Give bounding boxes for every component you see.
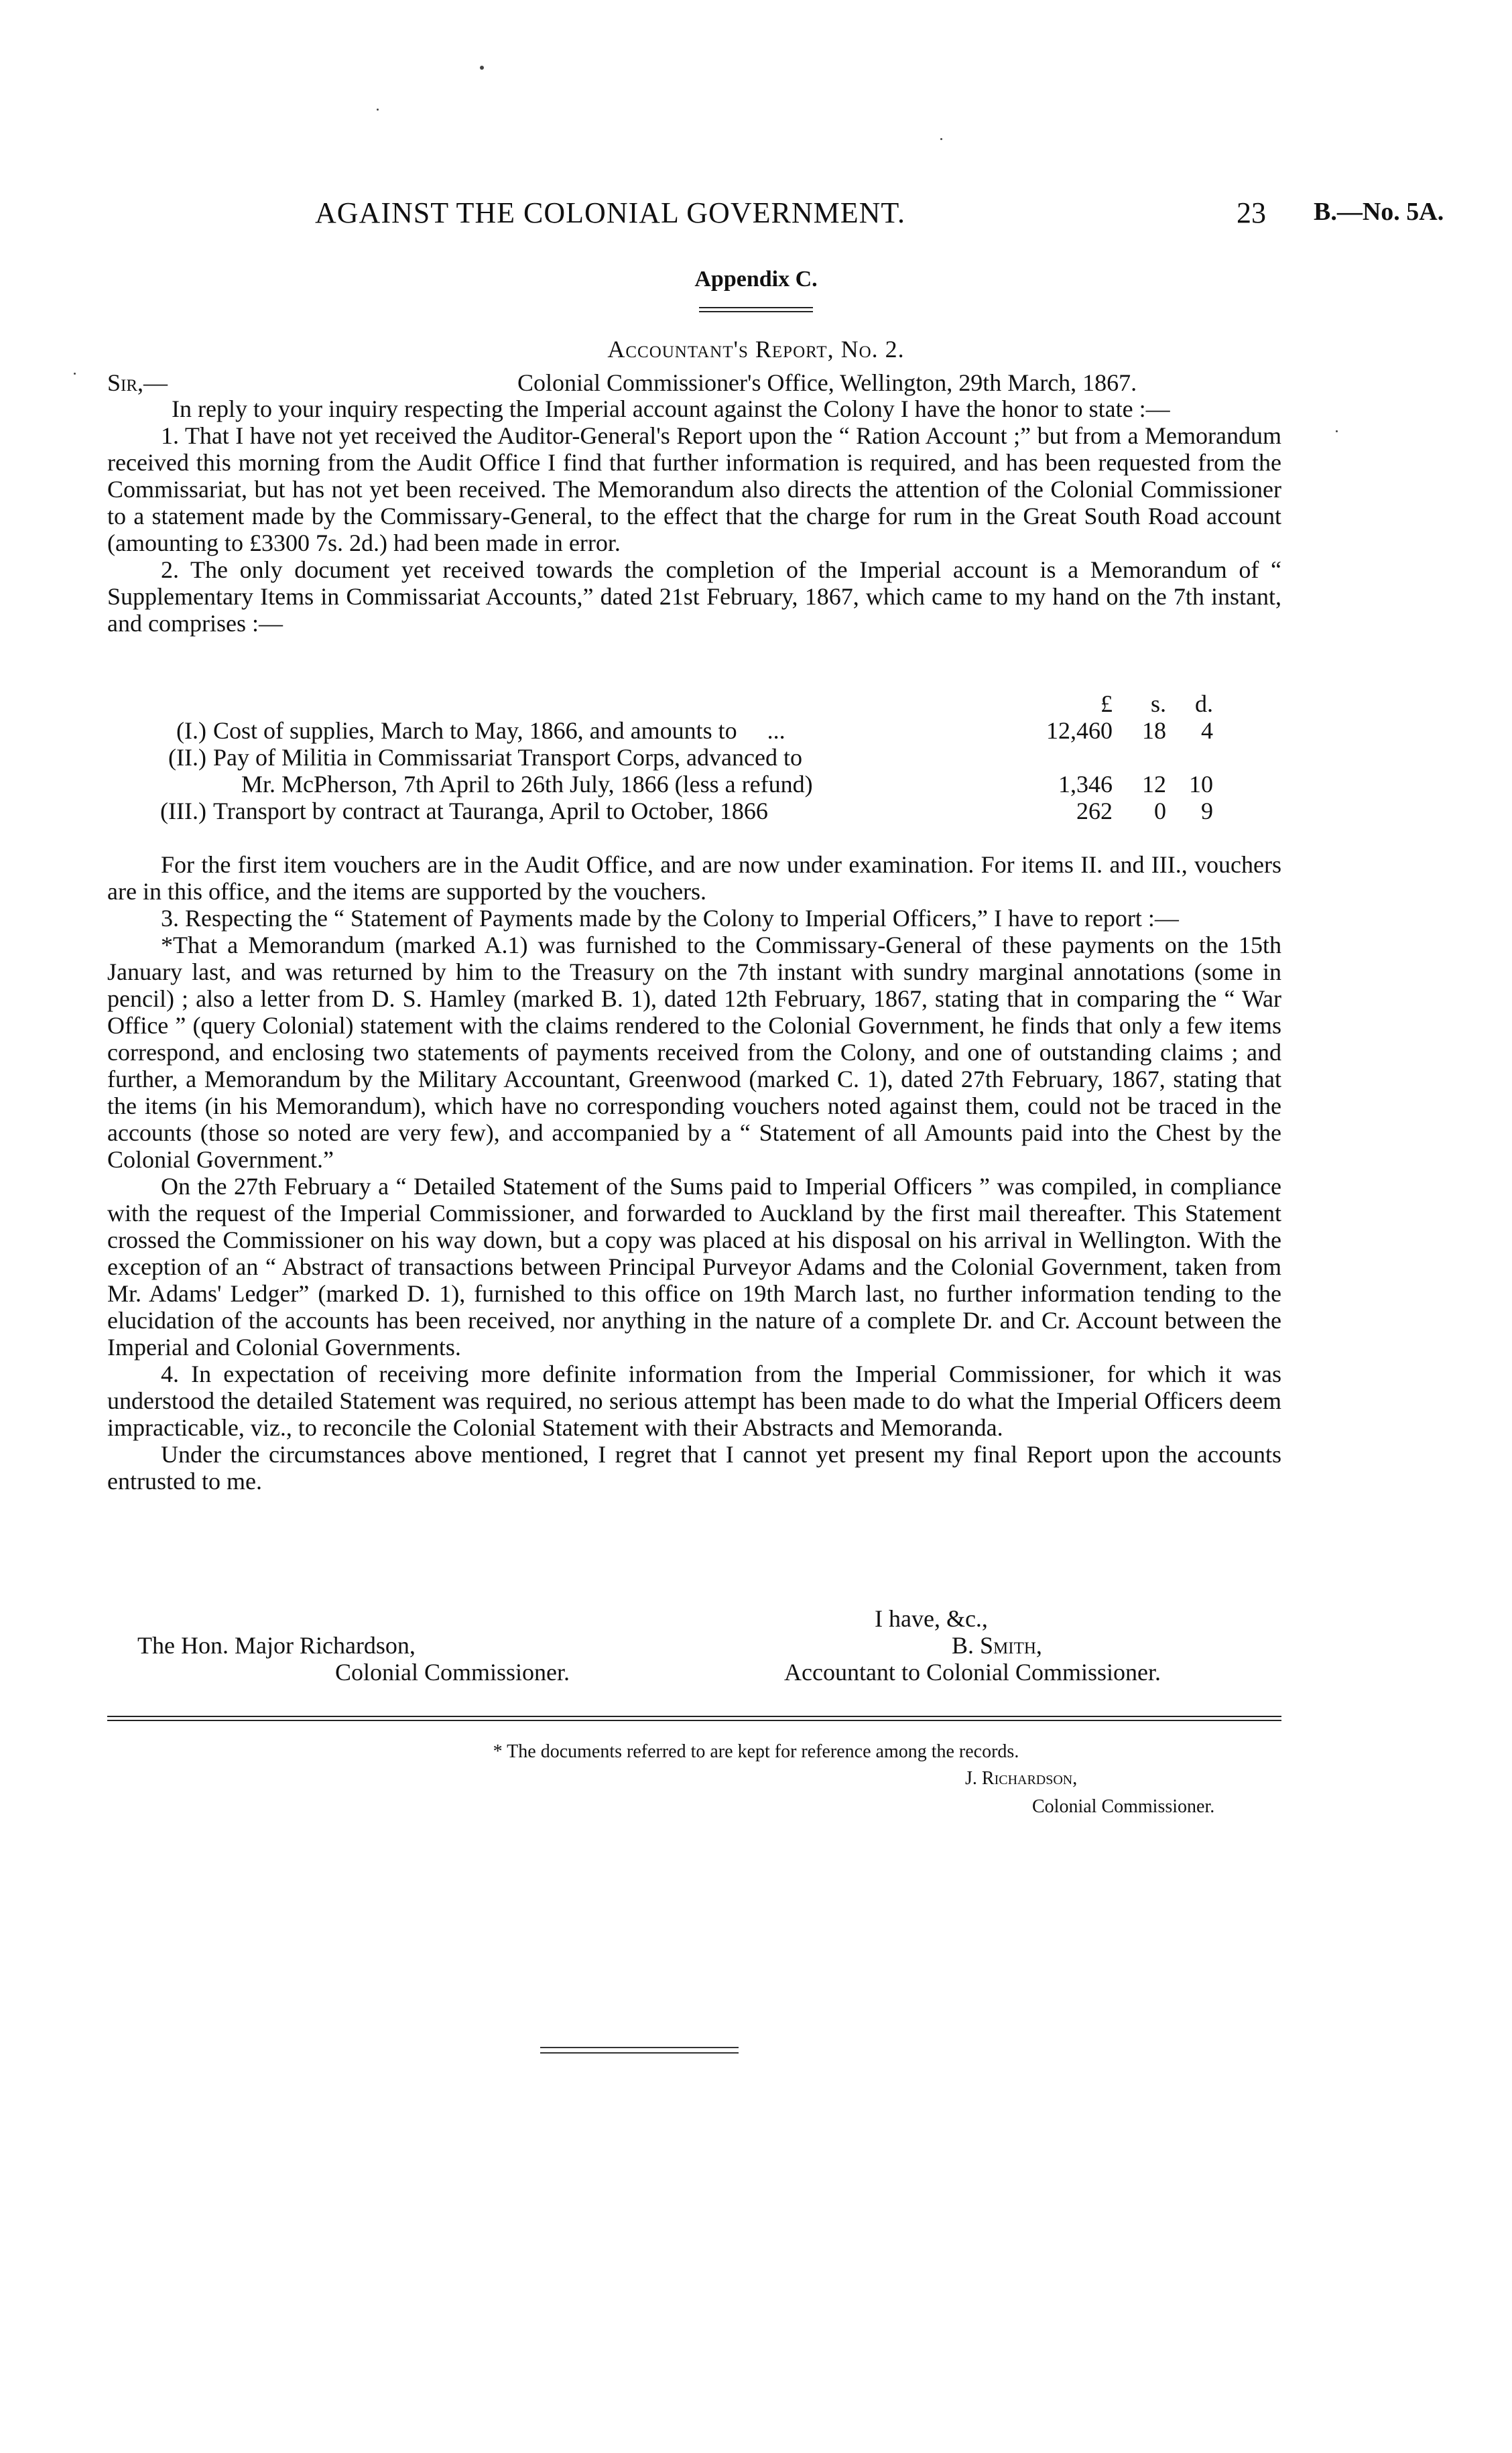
- paragraph-5: Under the circumstances above mentioned, I regret that I cannot yet present my final Report upon the accounts entrusted to me.: [107, 1441, 1281, 1495]
- scan-speck: [480, 66, 484, 70]
- paragraph-3b: On the 27th February a “ Detailed Statement of the Sums paid to Imperial Officers ” was compiled, in compliance with the request of the Imperial Commissioner, and forwarded to Auckland by the first mail thereafter. This Statement crossed the Commissioner on his way down, but a copy was placed at his disposal on his arrival in Wellington. With the exception of an “ Abstract of transactions between Principal Purveyor Adams and the Colonial Government, taken from Mr. Adams' Ledger” (marked D. 1), furnished to this office on 19th March last, no further information tending to the elucidation of the accounts has been received, nor anything in the nature of a complete Dr. and Cr. Account between the Imperial and Colonial Governments.: [107, 1173, 1281, 1361]
- paper-reference: B.—No. 5A.: [1314, 198, 1444, 226]
- end-rule: [540, 2052, 739, 2054]
- item-shillings: 12: [1142, 771, 1166, 798]
- footnote: * The documents referred to are kept for reference among the records.: [493, 1741, 1019, 1762]
- item-description: Mr. McPherson, 7th April to 26th July, 1866 (less a refund): [241, 771, 813, 798]
- appendix-heading: Appendix C.: [694, 267, 818, 292]
- table-row: [107, 744, 1281, 771]
- letter-body-part-2: [107, 851, 1281, 1495]
- addressee-title: Colonial Commissioner.: [335, 1659, 570, 1686]
- item-pence: 4: [1201, 717, 1213, 744]
- item-pounds: 12,460: [1046, 717, 1113, 744]
- item-description: Transport by contract at Tauranga, April to October, 1866: [213, 798, 768, 824]
- heading-rule: [699, 307, 813, 308]
- scan-speck: [377, 109, 379, 111]
- endorsement-name: J. Richardson,: [965, 1768, 1078, 1789]
- running-head: [0, 196, 1512, 236]
- report-title: Accountant's Report, No. 2.: [607, 336, 905, 363]
- table-row: [107, 717, 1281, 744]
- supplementary-items-table: [107, 690, 1281, 824]
- scan-speck: [940, 138, 942, 140]
- item-pounds: 1,346: [1058, 771, 1113, 798]
- signature-block: [107, 1605, 1281, 1706]
- signer-title: Accountant to Colonial Commissioner.: [784, 1659, 1161, 1686]
- paragraph-1: 1. That I have not yet received the Auditor-General's Report upon the “ Ration Account ;” but from a Memorandum received this morning from the Audit Office I find that further information is required, and has been requested from the Commissariat, but has not yet been received. The Memorandum also directs the attention of the Colonial Commissioner to a statement made by the Commissary-General, to the effect that the charge for rum in the Great South Road account (amounting to £3300 7s. 2d.) had been made in error.: [107, 422, 1281, 556]
- paragraph-2-continued: For the first item vouchers are in the Audit Office, and are now under examination. For items II. and III., vouchers are in this office, and the items are supported by the vouchers.: [107, 851, 1281, 905]
- paragraph-4: 4. In expectation of receiving more definite information from the Imperial Commissioner, for which it was understood the detailed Statement was required, no serious attempt has been made to do what the Imperial Officers deem impracticable, viz., to reconcile the Colonial Statement with their Abstracts and Memoranda.: [107, 1361, 1281, 1441]
- end-rule: [540, 2047, 739, 2048]
- paragraph-3: 3. Respecting the “ Statement of Payments made by the Colony to Imperial Officers,” I have to report :—: [161, 905, 1179, 932]
- scan-speck: [74, 373, 76, 375]
- salutation: Sir,—: [107, 369, 168, 396]
- item-pence: 9: [1201, 798, 1213, 824]
- item-description: Cost of supplies, March to May, 1866, and amounts to ...: [213, 717, 785, 744]
- table-header: [107, 690, 1281, 717]
- page-number: 23: [1237, 196, 1266, 229]
- table-row: [107, 771, 1281, 798]
- intro-paragraph: In reply to your inquiry respecting the Imperial account against the Colony I have the honor to state :—: [172, 395, 1170, 422]
- paragraph-3a: *That a Memorandum (marked A.1) was furnished to the Commissary-General of these payments on the 15th January last, and was returned by him to the Treasury on the 7th instant with sundry marginal annotations (some in pencil) ; also a letter from D. S. Hamley (marked B. 1), dated 12th February, 1867, stating that in comparing the “ War Office ” (query Colonial) statement with the claims rendered to the Colonial Government, he finds that only a few items correspond, and enclosing two statements of payments received from the Colony, and one of outstanding claims ; and further, a Memorandum by the Military Accountant, Greenwood (marked C. 1), dated 27th February, 1867, stating that the items (in his Memorandum), which have no corresponding vouchers noted against them, could not be traced in the accounts (those so noted are very few), and accompanied by a “ Statement of all Amounts paid into the Chest by the Colonial Government.”: [107, 932, 1281, 1173]
- table-row: [107, 798, 1281, 824]
- item-description: Pay of Militia in Commissariat Transport Corps, advanced to: [213, 744, 802, 771]
- signer-name: B. Smith,: [952, 1632, 1042, 1659]
- item-pence: 10: [1189, 771, 1213, 798]
- item-numeral: (I.): [176, 717, 206, 744]
- footnote-rule: [107, 1716, 1281, 1717]
- dateline: Colonial Commissioner's Office, Wellington, 29th March, 1867.: [517, 369, 1137, 396]
- salutation-line: [107, 369, 1281, 395]
- shillings-header: s.: [1150, 690, 1166, 717]
- footnote-rule: [107, 1720, 1281, 1721]
- item-shillings: 18: [1142, 717, 1166, 744]
- endorsement-title: Colonial Commissioner.: [1032, 1796, 1215, 1817]
- pounds-header: £: [1100, 690, 1113, 717]
- item-numeral: (II.): [168, 744, 206, 771]
- paragraph-2: 2. The only document yet received towards the completion of the Imperial account is a Memorandum of “ Supplementary Items in Commissariat Accounts,” dated 21st February, 1867, which came to my hand on the 7th instant, and comprises :—: [107, 556, 1281, 637]
- addressee-name: The Hon. Major Richardson,: [137, 1632, 416, 1659]
- item-shillings: 0: [1154, 798, 1166, 824]
- heading-rule: [699, 311, 813, 312]
- item-pounds: 262: [1076, 798, 1113, 824]
- pence-header: d.: [1195, 690, 1213, 717]
- letter-body-part-1: [107, 395, 1281, 637]
- item-numeral: (III.): [160, 798, 206, 824]
- scan-speck: [1336, 430, 1338, 432]
- running-head-title: AGAINST THE COLONIAL GOVERNMENT.: [315, 196, 905, 229]
- closing-formula: I have, &c.,: [875, 1605, 988, 1632]
